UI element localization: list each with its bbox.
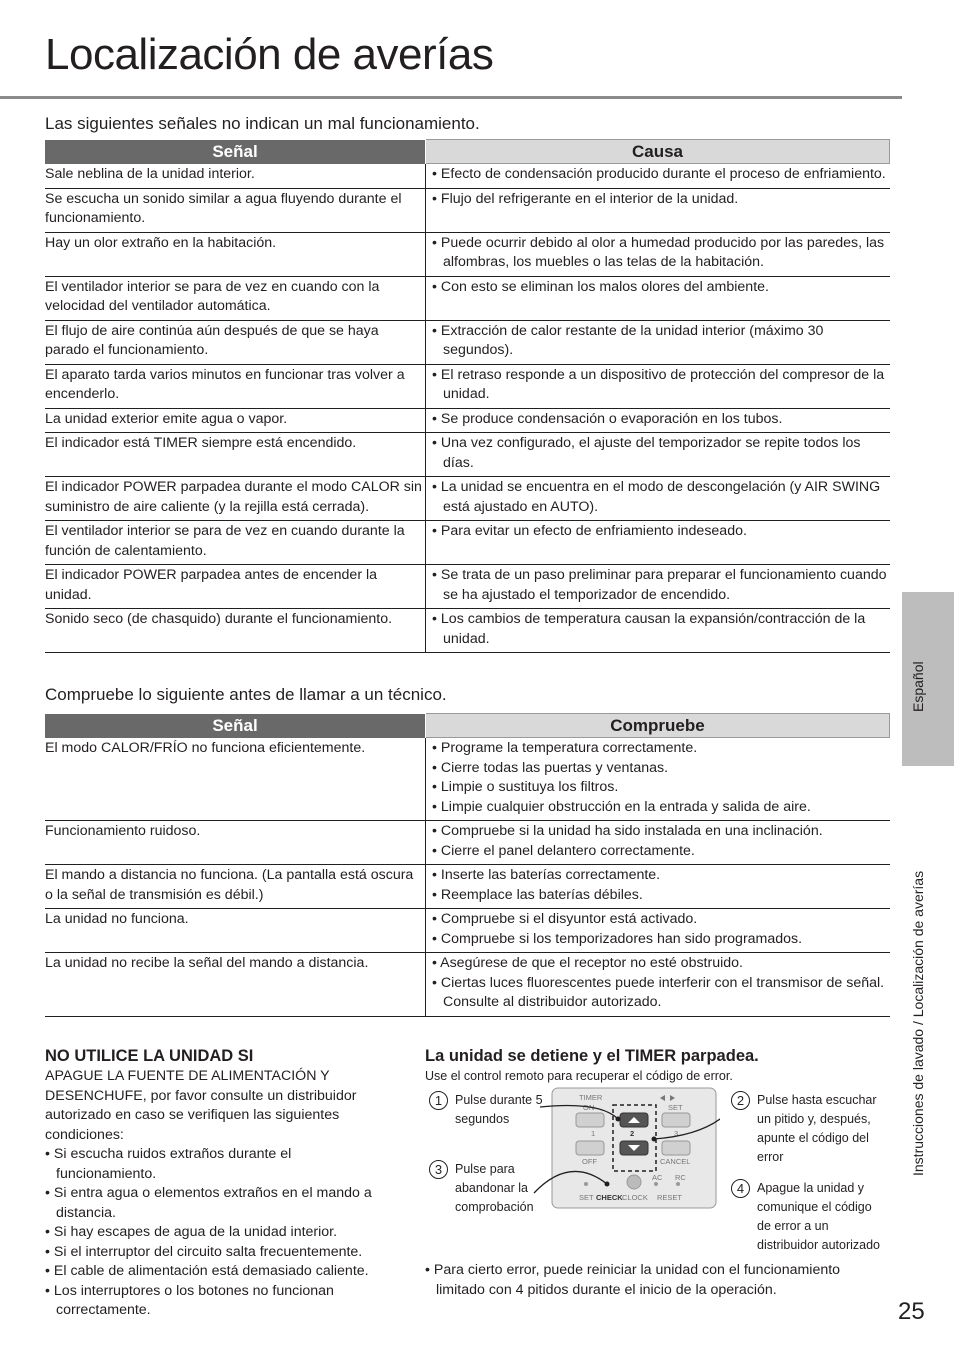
cause-item: • Se trata de un paso preliminar para preparar el funcionamiento cuando se ha ajustado el temporizador de encendido. (432, 567, 887, 603)
signal-cell: El indicador POWER parpadea durante el modo CALOR sin suministro de aire caliente (y la rejilla está cerrada). (45, 477, 426, 521)
table1-intro: Las siguientes señales no indican un mal funcionamiento. (45, 114, 480, 133)
cause-cell (426, 232, 890, 276)
check-table (45, 713, 890, 1017)
leader-dot-3 (605, 1182, 610, 1187)
table-row (45, 320, 890, 364)
signal-cell: El indicador está TIMER siempre está encendido. (45, 433, 426, 477)
cause-item: • Los cambios de temperatura causan la expansión/contracción de la unidad. (432, 611, 866, 647)
label-cancel: CANCEL (660, 1157, 691, 1166)
check-item: • Limpie o sustituya los filtros. (432, 779, 619, 795)
check-item: • Compruebe si el disyuntor está activado. (432, 911, 698, 927)
check-item: • Reemplace las baterías débiles. (432, 886, 643, 903)
signal-cell: El ventilador interior se para de vez en cuando con la velocidad del ventilador automática. (45, 276, 426, 320)
step-number: 4 (731, 1179, 750, 1198)
check-item: • Asegúrese de que el receptor no esté obstruido. (432, 955, 743, 971)
check-item: • Limpie cualquier obstrucción en la entrada y salida de aire. (432, 798, 811, 815)
cause-item: • La unidad se encuentra en el modo de descongelación (y AIR SWING está ajustado en AUTO). (432, 479, 881, 515)
header-check: Compruebe (426, 714, 890, 738)
signal-cell: El mando a distancia no funciona. (La pantalla está oscura o la señal de transmisión es débil.) (45, 865, 426, 909)
sidebar-section: Instrucciones de lavado / Localización de averías (910, 870, 926, 1176)
table-row (45, 821, 890, 865)
header-cause: Causa (426, 140, 890, 164)
signal-cell: Se escucha un sonido similar a agua fluyendo durante el funcionamiento. (45, 188, 426, 232)
button-dot-set (584, 1182, 588, 1186)
cause-item: • El retraso responde a un dispositivo de protección del compresor de la unidad. (432, 366, 885, 402)
step-2 (731, 1091, 886, 1167)
check-cell (426, 865, 890, 909)
check-cell (426, 821, 890, 865)
footnote-text: • Para cierto error, puede reiniciar la unidad con el funcionamiento limitado con 4 pitidos durante el inicio de la operación. (425, 1262, 841, 1298)
page-title: Localización de averías (45, 30, 494, 79)
header-signal: Señal (45, 140, 426, 164)
cause-cell (426, 609, 890, 653)
remote-control-illustration (520, 1085, 720, 1210)
no-use-text: APAGUE LA FUENTE DE ALIMENTACIÓN Y DESENCHUFE, por favor consulte un distribuidor autorizado en caso se verifiquen las siguientes condiciones: (45, 1068, 357, 1143)
cause-cell (426, 364, 890, 408)
signal-cell: El ventilador interior se para de vez en cuando durante la función de calentamiento. (45, 521, 426, 565)
timer-heading: La unidad se detiene y el TIMER parpadea. (425, 1047, 759, 1065)
table2-intro: Compruebe lo siguiente antes de llamar a un técnico. (45, 685, 447, 704)
cause-item: • Con esto se eliminan los malos olores del ambiente. (432, 278, 769, 295)
list-item: • Si el interruptor del circuito salta frecuentemente. (45, 1243, 363, 1260)
button-dot-ac (654, 1182, 658, 1186)
list-item: • Los interruptores o los botones no funcionan correctamente. (45, 1282, 334, 1318)
page-number: 25 (898, 1298, 925, 1325)
button-set (662, 1113, 690, 1127)
leader-dot-2 (652, 1137, 657, 1142)
label-ac: AC (652, 1173, 663, 1182)
step-text: Pulse durante 5 segundos (455, 1093, 543, 1126)
label-check: CHECK (596, 1193, 623, 1202)
step-number: 3 (429, 1160, 448, 1179)
table-row (45, 909, 890, 953)
label-set-bottom: SET (579, 1193, 594, 1202)
check-cell (426, 738, 890, 821)
check-item: • Compruebe si los temporizadores han sido programados. (432, 930, 803, 947)
signal-cell: Hay un olor extraño en la habitación. (45, 232, 426, 276)
header-signal: Señal (45, 714, 426, 738)
button-round (627, 1175, 641, 1189)
cause-cell (426, 164, 890, 189)
button-off (576, 1141, 604, 1155)
cause-cell (426, 477, 890, 521)
table-row (45, 738, 890, 821)
table-row (45, 276, 890, 320)
label-timer: TIMER (579, 1093, 603, 1102)
sidebar-language: Español (910, 661, 926, 712)
cause-cell (426, 408, 890, 433)
step-number: 1 (429, 1091, 448, 1110)
table-row (45, 408, 890, 433)
cause-cell (426, 433, 890, 477)
check-item: • Cierre todas las puertas y ventanas. (432, 759, 669, 776)
signal-cell: La unidad no funciona. (45, 909, 426, 953)
cause-item: • Puede ocurrir debido al olor a humedad producido por las paredes, las alfombras, los muebles o las telas de la habitación. (432, 234, 885, 270)
check-item: • Inserte las baterías correctamente. (432, 867, 661, 883)
table-row (45, 865, 890, 909)
step-text: Apague la unidad y comunique el código de error a un distribuidor autorizado (757, 1181, 880, 1252)
label-set: SET (668, 1103, 683, 1112)
cause-item: • Se produce condensación o evaporación en los tubos. (432, 410, 783, 427)
list-item: • Si hay escapes de agua de la unidad interior. (45, 1224, 338, 1240)
cause-item: • Extracción de calor restante de la unidad interior (máximo 30 segundos). (432, 322, 824, 358)
label-3: 3 (674, 1129, 679, 1138)
no-use-body (45, 1067, 390, 1321)
cause-item: • Efecto de condensación producido durante el proceso de enfriamiento. (432, 166, 886, 182)
list-item: • Si escucha ruidos extraños durante el funcionamiento. (45, 1146, 292, 1182)
check-item: • Programe la temperatura correctamente. (432, 740, 698, 756)
check-item: • Compruebe si la unidad ha sido instalada en una inclinación. (432, 823, 823, 839)
cause-cell (426, 276, 890, 320)
label-rc: RC (675, 1173, 686, 1182)
no-use-heading: NO UTILICE LA UNIDAD SI (45, 1047, 254, 1065)
list-item: • Si entra agua o elementos extraños en el mando a distancia. (45, 1185, 372, 1221)
table-row (45, 364, 890, 408)
table-row (45, 953, 890, 1017)
button-dot-rc (676, 1182, 680, 1186)
table-row (45, 164, 890, 189)
step-text: Pulse para abandonar la comprobación (455, 1162, 534, 1214)
check-cell (426, 909, 890, 953)
signal-cell: Funcionamiento ruidoso. (45, 821, 426, 865)
step-text: Pulse hasta escuchar un pitido y, después, apunte el código del error (757, 1093, 877, 1164)
check-item: • Ciertas luces fluorescentes puede interferir con el transmisor de señal. Consulte al distribuidor autorizado. (432, 974, 885, 1010)
table-row (45, 521, 890, 565)
step-4 (731, 1179, 886, 1255)
signal-cell: El indicador POWER parpadea antes de encender la unidad. (45, 565, 426, 609)
timer-footnote (425, 1261, 875, 1300)
cause-item: • Para evitar un efecto de enfriamiento indeseado. (432, 523, 747, 539)
cause-cell (426, 320, 890, 364)
signal-cell: Sale neblina de la unidad interior. (45, 164, 426, 189)
button-on (576, 1113, 604, 1127)
cause-item: • Flujo del refrigerante en el interior de la unidad. (432, 190, 739, 207)
label-1: 1 (591, 1129, 596, 1138)
signal-cell: El flujo de aire continúa aún después de que se haya parado el funcionamiento. (45, 320, 426, 364)
label-off: OFF (582, 1157, 597, 1166)
label-on: ON (583, 1103, 595, 1112)
step-number: 2 (731, 1091, 750, 1110)
leader-dot-1 (616, 1117, 621, 1122)
cause-item: • Una vez configurado, el ajuste del temporizador se repite todos los días. (432, 435, 861, 471)
label-2: 2 (630, 1129, 635, 1138)
table-row (45, 433, 890, 477)
check-cell (426, 953, 890, 1017)
table-row (45, 609, 890, 653)
signal-cell: Sonido seco (de chasquido) durante el funcionamiento. (45, 609, 426, 653)
label-clock: CLOCK (622, 1193, 648, 1202)
table-row (45, 477, 890, 521)
cause-cell (426, 521, 890, 565)
signal-cell: El aparato tarda varios minutos en funcionar tras volver a encenderlo. (45, 364, 426, 408)
cause-cell (426, 188, 890, 232)
signals-table (45, 139, 890, 653)
table-row (45, 188, 890, 232)
list-item: • El cable de alimentación está demasiado caliente. (45, 1263, 369, 1279)
check-item: • Cierre el panel delantero correctamente. (432, 842, 695, 859)
signal-cell: La unidad exterior emite agua o vapor. (45, 408, 426, 433)
signal-cell: La unidad no recibe la señal del mando a distancia. (45, 953, 426, 1017)
title-divider (0, 96, 902, 99)
timer-sub: Use el control remoto para recuperar el código de error. (425, 1069, 733, 1083)
table-row (45, 232, 890, 276)
cause-cell (426, 565, 890, 609)
signal-cell: El modo CALOR/FRÍO no funciona eficientemente. (45, 738, 426, 821)
table-row (45, 565, 890, 609)
label-reset: RESET (657, 1193, 683, 1202)
button-cancel (662, 1141, 690, 1155)
